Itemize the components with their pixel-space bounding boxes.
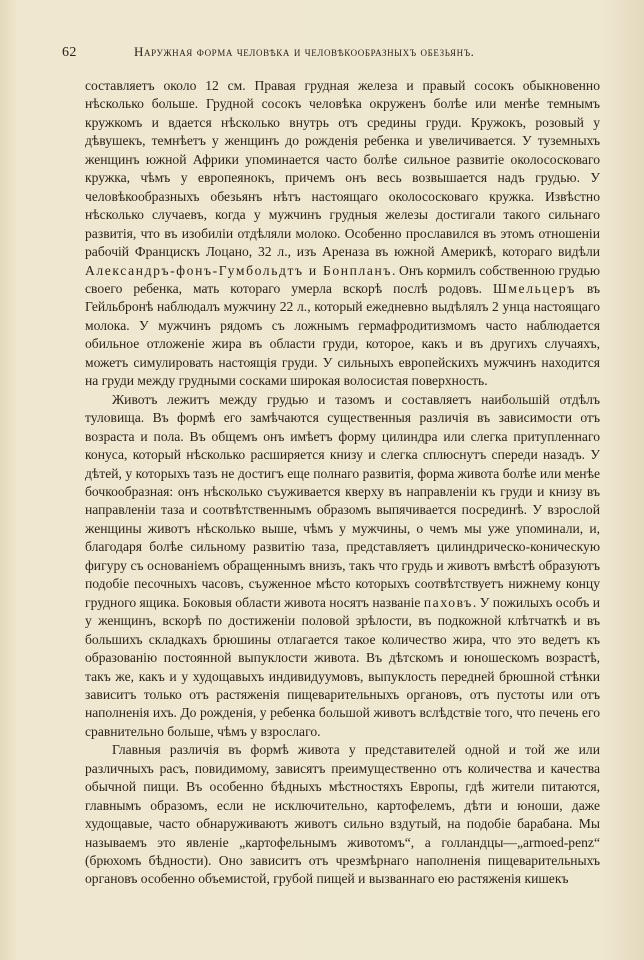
text-run: . У пожилыхъ особъ и у женщинъ, вскорѣ по достиженіи половой зрѣлости, въ подкожной клѣтчаткѣ и въ большихъ складкахъ брюшины отлагается такое количество жира, что это ведетъ къ образованію постоянной выпуклости живота. Въ дѣтскомъ и юношескомъ возрастѣ, такъ же, какъ и у худощавыхъ индивидуумовъ, выпуклость передней брюшной стѣнки зависитъ только отъ растяженія пищеварительныхъ органовъ, отъ пустоты или отъ наполненія ихъ. До рожденія, у ребенка большой животъ вслѣдствіе того, что печень его сравнительно больше, чѣмъ у взрослаго. [85, 594, 601, 739]
text-run: въ Гейльбронѣ наблюдалъ мужчину 22 л., который ежедневно выдѣлялъ 2 унца настоящаго молока. У мужчинъ рядомъ съ ложнымъ гермафродитизмомъ часто наблюдается обильное отложеніе жира въ области груди, которое, какъ и въ другихъ случаяхъ, можетъ симулировать настоящія груди. У сильныхъ европейскихъ мужчинъ находится на груди между грудными сосками широкая волосистая поверхность. [85, 280, 600, 389]
paragraph-abdomen [85, 391, 600, 742]
running-title: Наружная форма человѣка и человѣкообразныхъ обезьянъ. [134, 44, 475, 59]
spaced-name-humboldt-bonpland: Александръ-фонъ-Гумбольдтъ и Бонпланъ [85, 262, 393, 278]
page-body [85, 77, 600, 889]
page-header [62, 44, 606, 61]
page-number: 62 [62, 45, 77, 60]
spaced-name-schmelzer: Шмельцеръ [493, 280, 576, 296]
paragraph-breast [85, 77, 600, 391]
text-run: составляетъ около 12 см. Правая грудная железа и правый сосокъ обыкновенно нѣсколько больше. Грудной сосокъ человѣка окруженъ болѣе или менѣе темнымъ кружкомъ и вдается нѣсколько внутрь отъ средины груди. Кружокъ, розовый у дѣвушекъ, темнѣетъ у женщинъ до рожденія ребенка и увеличивается. У туземныхъ женщинъ южной Африки упоминается часто болѣе сильное развитіе околососковаго кружка, чѣмъ у европеянокъ, причемъ онъ весь возвышается надъ грудью. У человѣкообразныхъ обезьянъ нѣтъ настоящаго околососковаго кружка. Извѣстно нѣсколько случаевъ, когда у мужчинъ грудныя железы достигали такого сильнаго развитія, что въ изобиліи отдѣляли молоко. Особенно прославился въ этомъ отношеніи рабочій Францискъ Лоцано, 32 л., изъ Ареназа въ южной Америкѣ, котораго видѣли [85, 78, 600, 260]
text-run: Главныя различія въ формѣ живота у представителей одной и той же или различныхъ расъ, повидимому, зависятъ преимущественно отъ количества и качества обычной пищи. Въ особенно бѣдныхъ мѣстностяхъ Европы, гдѣ жители питаются, главнымъ образомъ, если не исключительно, картофелемъ, дѣти и юноши, даже худощавые, часто обнаруживаютъ животъ сильно вздутый, на подобіе барабана. Мы называемъ это явленіе „картофельнымъ животомъ“, а голландцы—„armoed-penz“ (брюхомъ бѣдности). Оно зависитъ отъ чрезмѣрнаго наполненія пищеварительныхъ органовъ особенно объемистой, грубой пищей и вызваннаго ею растяженія кишекъ [85, 742, 600, 887]
spaced-term-pakhi: паховъ [423, 594, 473, 610]
paragraph-belly-differences [85, 741, 600, 889]
text-run: . Онъ кормилъ собственною грудью своего ребенка, мать котораго умерла вскорѣ послѣ родовъ. [85, 262, 600, 296]
text-run: Животъ лежитъ между грудью и тазомъ и составляетъ наибольшій отдѣлъ туловища. Въ формѣ его замѣчаются существенныя различія въ зависимости отъ возраста и пола. Въ общемъ онъ имѣетъ форму цилиндра или слегка притупленнаго конуса, который нѣсколько расширяется книзу и слегка сплюснутъ спереди назадъ. У дѣтей, у которыхъ тазъ не достигъ еще полнаго развитія, форма живота болѣе или менѣе бочкообразная: онъ нѣсколько съуживается кверху въ направленіи къ груди и книзу въ направленіи таза и соотвѣтственнымъ образомъ выпячивается посрединѣ. У взрослой женщины животъ нѣсколько выше, чѣмъ у мужчины, о чемъ мы уже упоминали, и, благодаря болѣе сильному развитію таза, представляетъ цилиндрическо-коническую фигуру съ основаніемъ обращеннымъ внизъ, такъ что грудь и животъ вмѣстѣ образуютъ подобіе песочныхъ часовъ, съуженное мѣсто которыхъ соотвѣтствуетъ нижнему концу грудного ящика. Боковыя области живота носятъ названіе [85, 391, 600, 610]
